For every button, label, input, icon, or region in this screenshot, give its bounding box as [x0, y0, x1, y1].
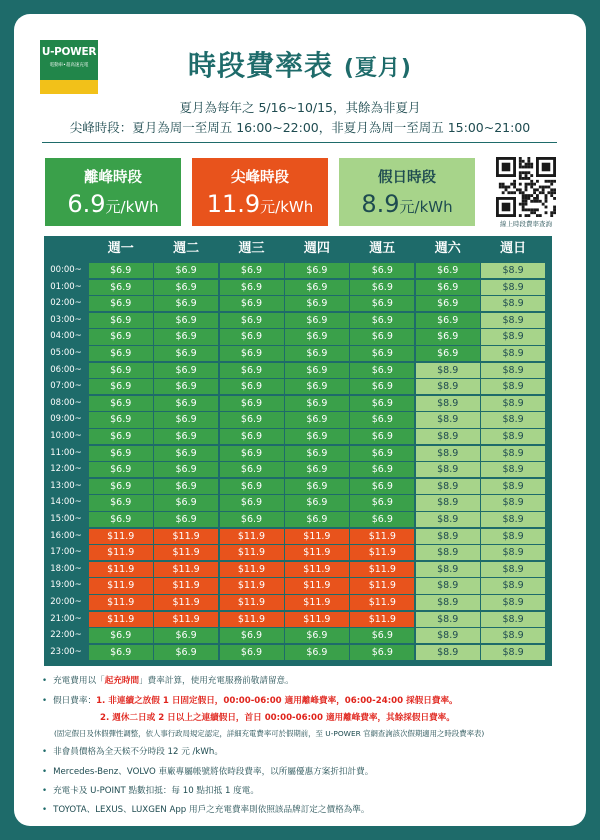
rate-cell: $6.9: [350, 379, 414, 394]
rate-box-holiday: [339, 158, 475, 226]
rate-cell: $11.9: [154, 612, 218, 627]
rate-cell: $6.9: [154, 429, 218, 444]
time-label: 23:00~: [50, 646, 82, 657]
rate-cell: $6.9: [154, 396, 218, 411]
rate-cell: $6.9: [220, 313, 284, 328]
rate-cell: $11.9: [350, 562, 414, 577]
rate-unit: 元/kWh: [399, 198, 453, 216]
time-label: 09:00~: [50, 414, 82, 425]
bullet: •: [42, 696, 48, 706]
rate-cell: $6.9: [89, 446, 153, 461]
rate-cell: $6.9: [350, 346, 414, 361]
rate-cell: $8.9: [481, 412, 545, 427]
rate-cell: $6.9: [220, 628, 284, 643]
rate-cell: $6.9: [220, 329, 284, 344]
rate-value: [192, 189, 328, 222]
rate-cell: $6.9: [350, 446, 414, 461]
rate-cell: $8.9: [481, 495, 545, 510]
day-header: 週二: [173, 241, 200, 256]
time-label: 01:00~: [50, 281, 82, 292]
note-points: [42, 784, 259, 796]
rate-label: 離峰時段: [84, 170, 142, 186]
bullet: •: [42, 747, 48, 757]
rate-cell: $11.9: [350, 529, 414, 544]
rate-cell: $6.9: [350, 329, 414, 344]
note-text: 假日費率：: [53, 696, 97, 706]
rate-cell: $8.9: [481, 446, 545, 461]
day-header: 週日: [500, 241, 527, 256]
rate-cell: $11.9: [285, 562, 349, 577]
rate-cell: $8.9: [481, 529, 545, 544]
divider: [42, 142, 557, 143]
day-header: 週一: [107, 241, 134, 256]
time-label: 02:00~: [50, 298, 82, 309]
rate-cell: $8.9: [481, 595, 545, 610]
summer-period-text: 夏月為每年之 5/16~10/15，其餘為非夏月: [179, 100, 421, 115]
rate-cell: $6.9: [350, 495, 414, 510]
rate-cell: $8.9: [416, 446, 480, 461]
rate-cell: $6.9: [154, 495, 218, 510]
logo-brand: U-POWER: [41, 46, 97, 58]
rate-cell: $11.9: [89, 612, 153, 627]
qr-code-icon[interactable]: [496, 157, 556, 217]
rate-cell: $8.9: [481, 396, 545, 411]
rate-cell: $8.9: [481, 363, 545, 378]
rate-cell: $6.9: [350, 363, 414, 378]
rate-cell: $6.9: [416, 296, 480, 311]
rate-cell: $6.9: [89, 479, 153, 494]
rate-cell: $6.9: [154, 329, 218, 344]
rate-cell: $6.9: [154, 313, 218, 328]
rate-cell: $6.9: [416, 346, 480, 361]
rate-cell: $8.9: [481, 263, 545, 278]
rate-cell: $6.9: [285, 446, 349, 461]
time-label: 20:00~: [50, 597, 82, 607]
rate-cell: $8.9: [481, 612, 545, 627]
rate-cell: $6.9: [89, 512, 153, 527]
time-label: 06:00~: [50, 364, 82, 375]
rate-cell: $6.9: [285, 429, 349, 444]
time-label: 17:00~: [50, 547, 82, 558]
note-non-member: [42, 745, 223, 757]
rate-cell: $6.9: [89, 495, 153, 510]
rate-cell: $6.9: [220, 645, 284, 660]
rate-cell: $8.9: [416, 628, 480, 643]
bullet: •: [42, 805, 48, 815]
time-label: 15:00~: [50, 514, 82, 524]
rate-cell: $6.9: [350, 263, 414, 278]
rate-number: 8.9: [361, 190, 400, 218]
rate-cell: $11.9: [154, 578, 218, 593]
rate-cell: $6.9: [285, 346, 349, 361]
rate-cell: $11.9: [220, 595, 284, 610]
day-header: 週五: [369, 241, 396, 256]
rate-cell: $8.9: [481, 545, 545, 560]
note-holiday-rate-2: [100, 711, 455, 723]
rate-cell: $8.9: [481, 628, 545, 643]
rate-cell: $6.9: [89, 346, 153, 361]
rate-cell: $8.9: [416, 529, 480, 544]
rate-number: 6.9: [67, 190, 106, 218]
rate-cell: $6.9: [285, 396, 349, 411]
rate-cell: $8.9: [481, 379, 545, 394]
rate-cell: $6.9: [89, 462, 153, 477]
rate-cell: $6.9: [154, 462, 218, 477]
time-label: 14:00~: [50, 497, 82, 508]
rate-cell: $6.9: [416, 280, 480, 295]
rate-cell: $8.9: [481, 313, 545, 328]
rate-cell: $8.9: [416, 595, 480, 610]
rate-cell: $8.9: [416, 562, 480, 577]
time-label: 21:00~: [50, 613, 82, 624]
rate-cell: $8.9: [481, 329, 545, 344]
rate-cell: $6.9: [89, 280, 153, 295]
rate-cell: $8.9: [481, 645, 545, 660]
time-label: 07:00~: [50, 381, 82, 392]
rate-cell: $6.9: [285, 512, 349, 527]
rate-cell: $6.9: [350, 645, 414, 660]
rate-cell: $8.9: [416, 462, 480, 477]
time-label: 19:00~: [50, 580, 82, 591]
day-header: 週六: [434, 241, 461, 256]
rate-cell: $11.9: [220, 545, 284, 560]
rate-cell: $6.9: [154, 479, 218, 494]
rate-cell: $11.9: [285, 545, 349, 560]
rate-cell: $11.9: [220, 578, 284, 593]
time-label: 22:00~: [50, 630, 82, 641]
rate-cell: $8.9: [416, 612, 480, 627]
rate-cell: $6.9: [350, 429, 414, 444]
rate-cell: $6.9: [220, 462, 284, 477]
qr-caption: 線上時段費率查詢: [500, 220, 552, 228]
rate-cell: $11.9: [154, 529, 218, 544]
rate-cell: $8.9: [416, 379, 480, 394]
rate-cell: $6.9: [350, 313, 414, 328]
note-text: Mercedes-Benz、VOLVO 車廠專屬帳號將依時段費率，以所屬優惠方案折扣計費。: [53, 767, 374, 777]
rate-cell: $8.9: [481, 296, 545, 311]
rate-cell: $6.9: [285, 379, 349, 394]
rate-cell: $6.9: [154, 645, 218, 660]
rate-cell: $6.9: [285, 296, 349, 311]
rate-cell: $6.9: [350, 280, 414, 295]
rate-cell: $11.9: [350, 578, 414, 593]
time-label: 04:00~: [50, 331, 82, 342]
rate-label: 尖峰時段: [231, 170, 289, 186]
rate-cell: $6.9: [154, 296, 218, 311]
note-highlight: 1. 非連續之放假 1 日固定假日，00:00-06:00 適用離峰費率，06:00-24:00 採假日費率。: [96, 696, 458, 706]
time-label: 05:00~: [50, 348, 82, 358]
rate-box-peak: [192, 158, 328, 226]
rate-cell: $11.9: [285, 578, 349, 593]
rate-cell: $6.9: [350, 479, 414, 494]
note-holiday-detail: (固定假日及休假彈性調整，依人事行政局規定認定，詳細充電費率可於假期前，至 U-POWER 官網查詢該次假期適用之時段費率表): [54, 729, 485, 738]
rate-cell: $6.9: [220, 263, 284, 278]
title-season: (夏月): [343, 56, 412, 81]
rate-cell: $6.9: [89, 379, 153, 394]
rate-cell: $8.9: [481, 280, 545, 295]
rate-cell: $6.9: [89, 412, 153, 427]
note-text: 」費率計算，使用充電服務前敬請留意。: [139, 676, 294, 686]
rate-cell: $6.9: [285, 280, 349, 295]
rate-cell: $6.9: [350, 296, 414, 311]
rate-cell: $8.9: [481, 479, 545, 494]
note-holiday-rate: [42, 694, 458, 706]
rate-cell: $8.9: [416, 495, 480, 510]
rate-cell: $6.9: [285, 412, 349, 427]
rate-cell: $6.9: [154, 363, 218, 378]
rate-cell: $6.9: [350, 462, 414, 477]
note-highlight: 2. 週休二日或 2 日以上之連續假日，首日 00:00-06:00 適用離峰費率，其餘採假日費率。: [100, 713, 455, 723]
rate-cell: $6.9: [416, 329, 480, 344]
rate-cell: $6.9: [220, 429, 284, 444]
rate-label: 假日時段: [378, 170, 436, 186]
peak-period-text: 尖峰時段：夏月為周一至周五 16:00~22:00，非夏月為周一至周五 15:00~21:00: [69, 120, 531, 135]
rate-cell: $8.9: [416, 396, 480, 411]
time-label: 10:00~: [50, 431, 82, 441]
rate-cell: $6.9: [285, 628, 349, 643]
page-title: [0, 44, 600, 84]
rate-cell: $11.9: [350, 545, 414, 560]
rate-cell: $6.9: [285, 462, 349, 477]
rate-cell: $8.9: [481, 462, 545, 477]
rate-cell: $6.9: [89, 429, 153, 444]
rate-cell: $8.9: [481, 562, 545, 577]
rate-cell: $11.9: [154, 595, 218, 610]
bullet: •: [42, 676, 48, 686]
rate-cell: $6.9: [416, 263, 480, 278]
rate-cell: $8.9: [416, 645, 480, 660]
rate-cell: $6.9: [285, 329, 349, 344]
rate-cell: $6.9: [220, 396, 284, 411]
rate-cell: $8.9: [416, 545, 480, 560]
note-text: TOYOTA、LEXUS、LUXGEN App 用戶之充電費率則依照該品牌訂定之價格為準。: [53, 805, 370, 815]
rate-cell: $6.9: [220, 363, 284, 378]
time-label: 03:00~: [50, 314, 82, 325]
rate-cell: $8.9: [416, 412, 480, 427]
rate-cell: $11.9: [220, 612, 284, 627]
rate-unit: 元/kWh: [105, 198, 159, 216]
rate-cell: $11.9: [285, 595, 349, 610]
rate-cell: $8.9: [416, 363, 480, 378]
rate-cell: $6.9: [154, 512, 218, 527]
rate-cell: $11.9: [89, 562, 153, 577]
time-label: 13:00~: [50, 480, 82, 491]
rate-cell: $11.9: [89, 545, 153, 560]
schedule-table: [44, 236, 552, 666]
rate-value: [339, 189, 475, 222]
rate-cell: $6.9: [350, 396, 414, 411]
title-main: 時段費率表: [188, 49, 334, 82]
note-text: 充電卡及 U-POINT 點數扣抵：每 10 點扣抵 1 度電。: [53, 786, 259, 796]
rate-cell: $6.9: [89, 396, 153, 411]
rate-cell: $6.9: [350, 628, 414, 643]
day-header: 週三: [238, 241, 265, 256]
rate-cell: $8.9: [481, 578, 545, 593]
note-text: 充電費用以「: [53, 676, 105, 686]
rate-cell: $6.9: [154, 263, 218, 278]
rate-number: 11.9: [206, 190, 261, 218]
rate-cell: $6.9: [154, 628, 218, 643]
rate-cell: $6.9: [89, 329, 153, 344]
logo-tagline: 電動車•超高速充電: [49, 63, 89, 68]
rate-cell: $6.9: [350, 412, 414, 427]
rate-cell: $11.9: [285, 612, 349, 627]
rate-cell: $6.9: [220, 412, 284, 427]
rate-cell: $11.9: [220, 529, 284, 544]
rate-cell: $6.9: [89, 363, 153, 378]
rate-cell: $6.9: [220, 280, 284, 295]
bullet: •: [42, 786, 48, 796]
rate-cell: $6.9: [285, 645, 349, 660]
rate-cell: $11.9: [350, 612, 414, 627]
time-label: 18:00~: [50, 563, 82, 574]
rate-cell: $6.9: [285, 479, 349, 494]
rate-cell: $6.9: [220, 512, 284, 527]
rate-cell: $6.9: [89, 296, 153, 311]
rate-cell: $6.9: [154, 379, 218, 394]
rate-cell: $6.9: [220, 346, 284, 361]
time-label: 08:00~: [50, 397, 82, 408]
note-highlight: 起充時間: [104, 676, 140, 686]
rate-cell: $8.9: [416, 479, 480, 494]
rate-cell: $6.9: [89, 645, 153, 660]
note-brand-accounts: [42, 765, 373, 777]
time-label: 12:00~: [50, 464, 82, 475]
rate-cell: $6.9: [350, 512, 414, 527]
rate-cell: $6.9: [220, 446, 284, 461]
rate-cell: $6.9: [416, 313, 480, 328]
rate-cell: $8.9: [481, 346, 545, 361]
rate-cell: $6.9: [220, 495, 284, 510]
time-label: 11:00~: [50, 447, 82, 458]
rate-cell: $11.9: [89, 529, 153, 544]
rate-cell: $11.9: [285, 529, 349, 544]
time-label: 00:00~: [50, 265, 82, 275]
rate-cell: $8.9: [416, 429, 480, 444]
rate-cell: $6.9: [154, 412, 218, 427]
rate-cell: $11.9: [89, 595, 153, 610]
rate-cell: $6.9: [285, 263, 349, 278]
note-app-users: [42, 803, 369, 815]
note-text: 非會員價格為全天候不分時段 12 元 /kWh。: [53, 747, 223, 757]
rate-cell: $6.9: [154, 446, 218, 461]
time-label: 16:00~: [50, 530, 82, 541]
rate-cell: $6.9: [154, 346, 218, 361]
rate-unit: 元/kWh: [260, 198, 314, 216]
rate-cell: $8.9: [481, 512, 545, 527]
day-header: 週四: [303, 241, 330, 256]
rate-cell: $11.9: [350, 595, 414, 610]
rate-cell: $6.9: [89, 263, 153, 278]
rate-cell: $11.9: [154, 562, 218, 577]
bullet: •: [42, 767, 48, 777]
rate-box-offpeak: [45, 158, 181, 226]
rate-cell: $6.9: [285, 363, 349, 378]
rate-cell: $8.9: [481, 429, 545, 444]
rate-cell: $11.9: [154, 545, 218, 560]
rate-cell: $6.9: [89, 628, 153, 643]
rate-cell: $6.9: [220, 479, 284, 494]
rate-value: [45, 189, 181, 222]
rate-cell: $8.9: [416, 512, 480, 527]
rate-cell: $6.9: [220, 379, 284, 394]
rate-cell: $11.9: [220, 562, 284, 577]
note-start-time: [42, 674, 294, 686]
rate-cell: $6.9: [220, 296, 284, 311]
rate-cell: $6.9: [89, 313, 153, 328]
rate-cell: $6.9: [285, 313, 349, 328]
rate-cell: $8.9: [416, 578, 480, 593]
rate-cell: $6.9: [285, 495, 349, 510]
rate-cell: $11.9: [89, 578, 153, 593]
rate-cell: $6.9: [154, 280, 218, 295]
